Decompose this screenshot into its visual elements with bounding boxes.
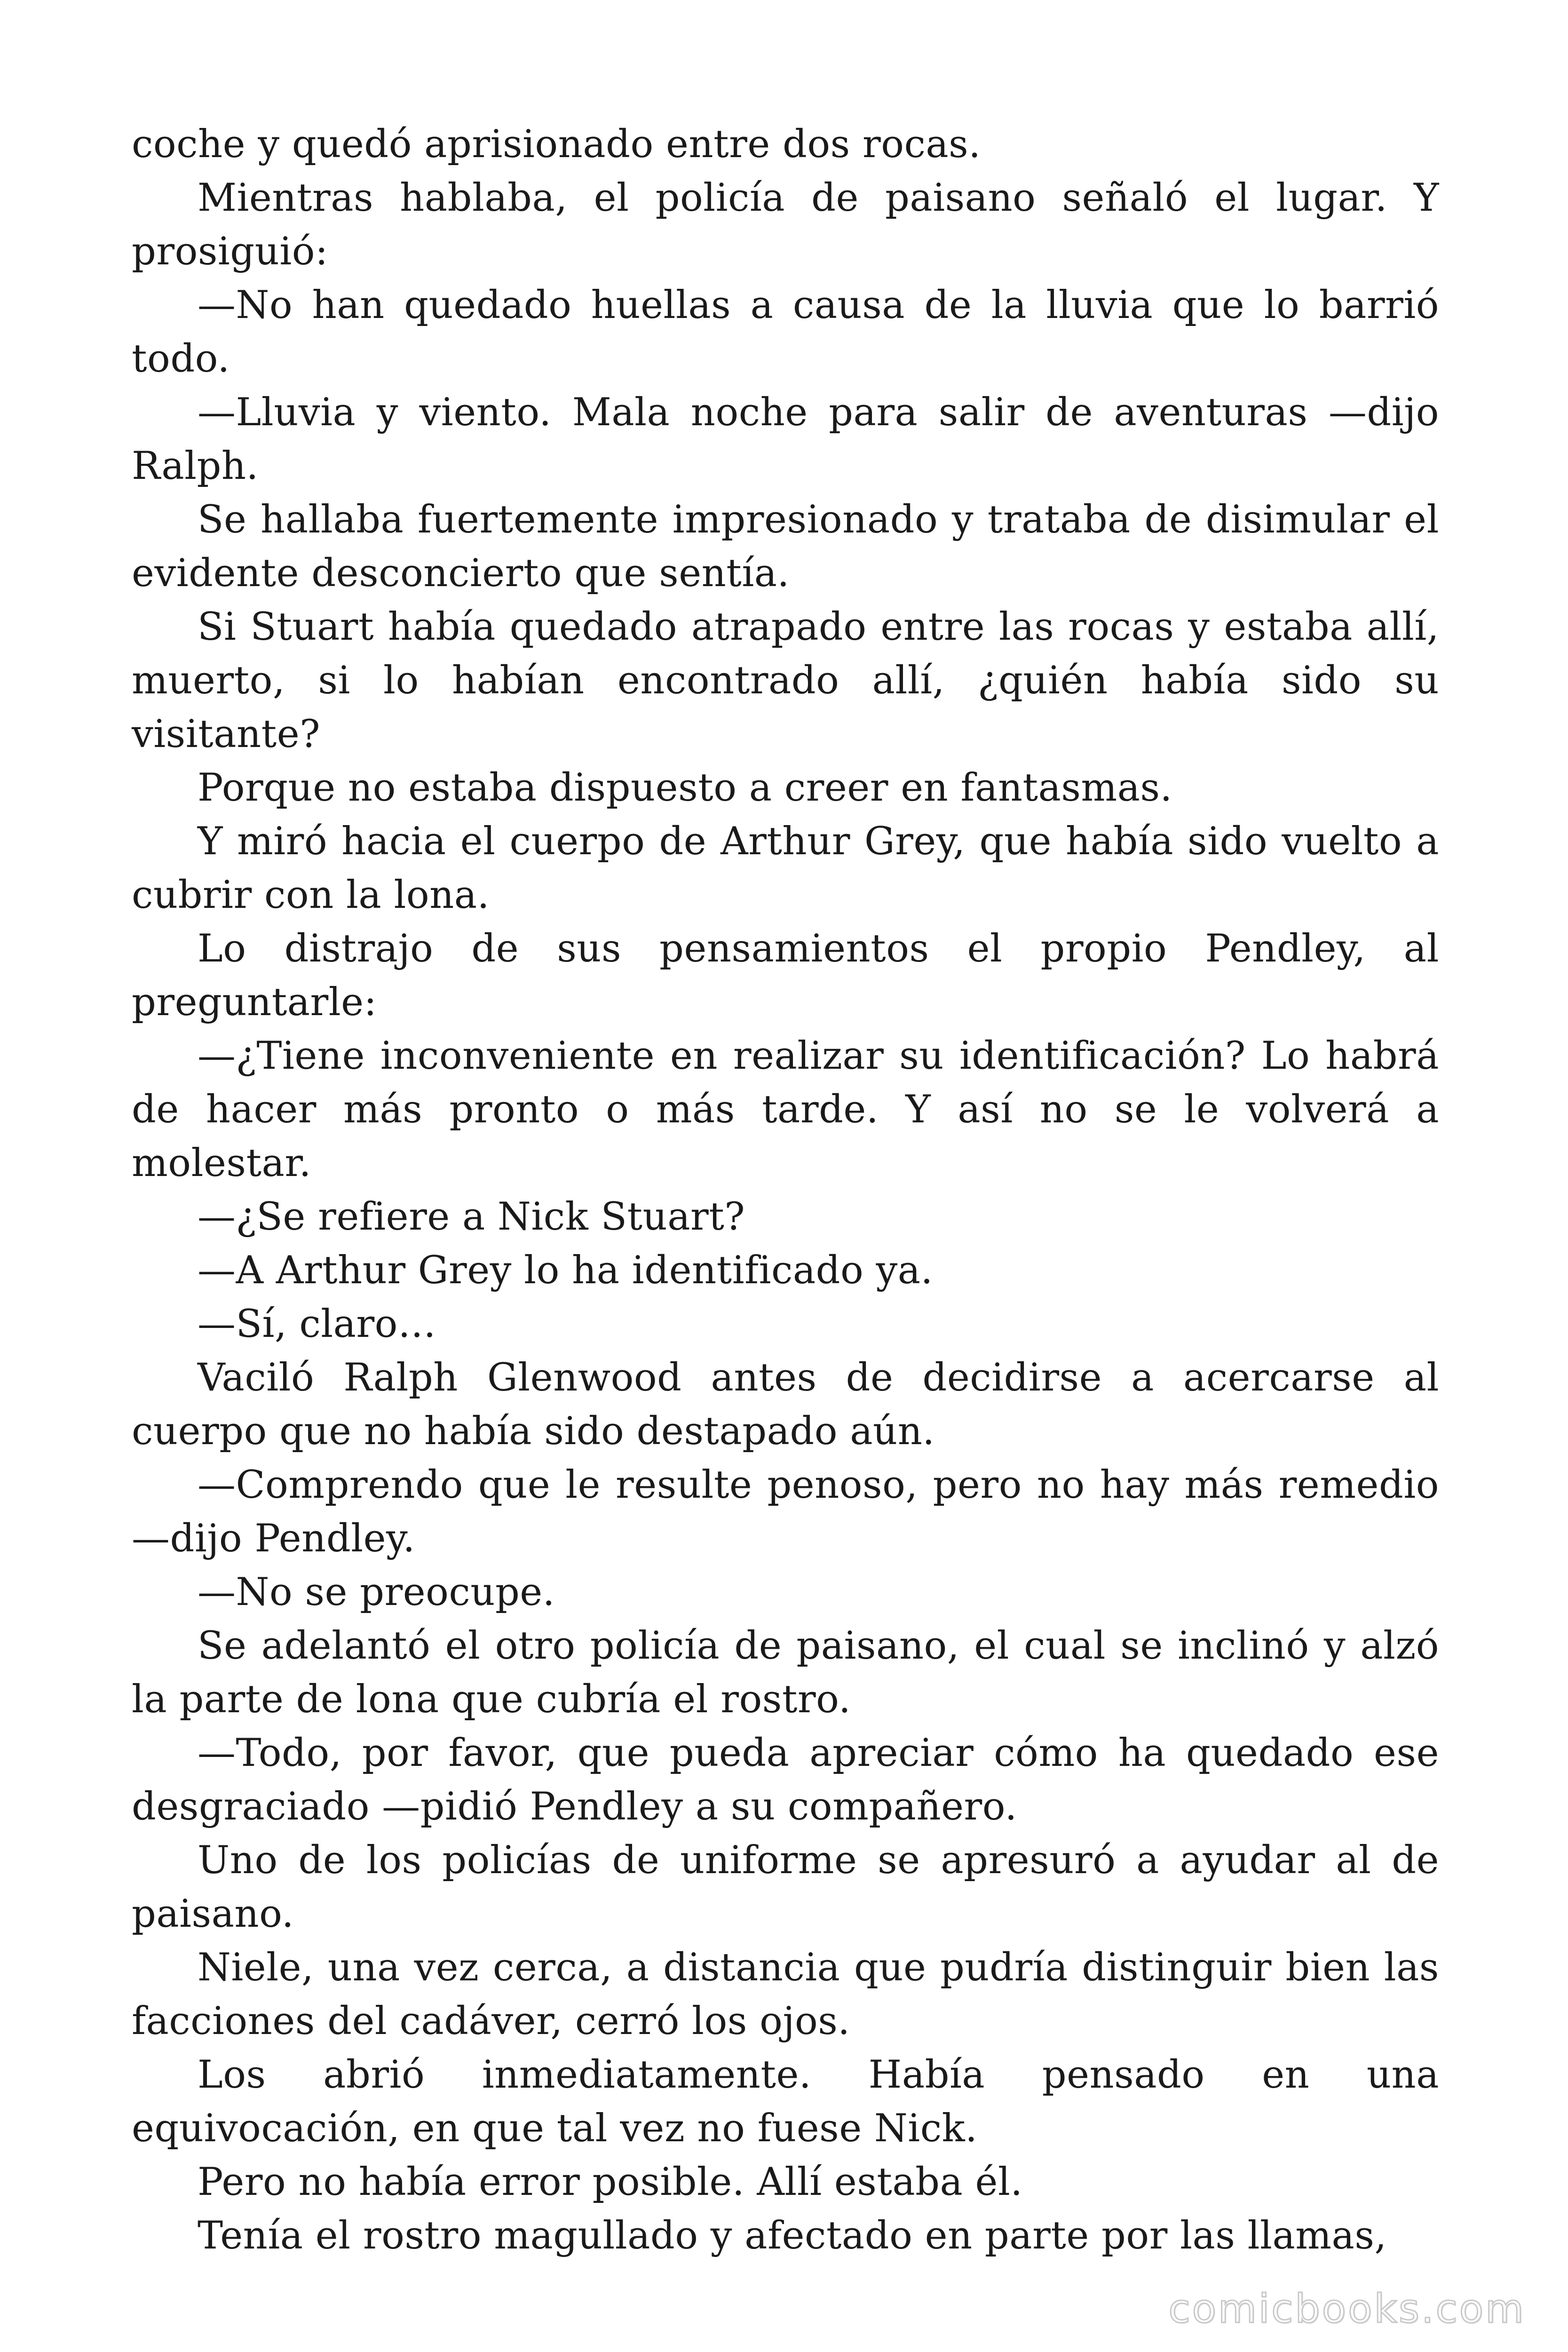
paragraph-dialogue: —¿Se refiere a Nick Stuart? — [198, 1195, 745, 1239]
paragraph-dialogue: —Sí, claro… — [198, 1302, 436, 1346]
paragraph: Se hallaba fuertemente impresionado y trataba de disimular el evidente desconcierto que sentía. — [132, 498, 1439, 596]
paragraph: Y miró hacia el cuerpo de Arthur Grey, que había sido vuelto a cubrir con la lona. — [132, 819, 1439, 917]
paragraph-continuation: coche y quedó aprisionado entre dos rocas. — [132, 122, 981, 167]
paragraph-dialogue: —Lluvia y viento. Mala noche para salir de aventuras —dijo Ralph. — [132, 390, 1439, 488]
paragraph: Se adelantó el otro policía de paisano, el cual se inclinó y alzó la parte de lona que cubría el rostro. — [132, 1624, 1439, 1722]
paragraph: Niele, una vez cerca, a distancia que pudría distinguir bien las facciones del cadáver, cerró los ojos. — [132, 1946, 1439, 2043]
paragraph: Mientras hablaba, el policía de paisano señaló el lugar. Y prosiguió: — [132, 176, 1439, 274]
paragraph: Porque no estaba dispuesto a creer en fantasmas. — [198, 766, 1172, 810]
paragraph: Si Stuart había quedado atrapado entre las rocas y estaba allí, muerto, si lo habían encontrado allí, ¿quién había sido su visitante? — [132, 605, 1439, 756]
paragraph: Vaciló Ralph Glenwood antes de decidirse a acercarse al cuerpo que no había sido destapado aún. — [132, 1356, 1439, 1454]
paragraph: Los abrió inmediatamente. Había pensado en una equivocación, en que tal vez no fuese Nick. — [132, 2053, 1439, 2151]
book-page-text — [132, 118, 1439, 2263]
paragraph-dialogue: —Todo, por favor, que pueda apreciar cómo ha quedado ese desgraciado —pidió Pendley a su compañero. — [132, 1731, 1439, 1829]
paragraph-dialogue: —No han quedado huellas a causa de la lluvia que lo barrió todo. — [132, 283, 1439, 381]
paragraph: Uno de los policías de uniforme se apresuró a ayudar al de paisano. — [132, 1838, 1439, 1936]
paragraph: Tenía el rostro magullado y afectado en parte por las llamas, — [198, 2214, 1387, 2258]
paragraph-dialogue: —¿Tiene inconveniente en realizar su identificación? Lo habrá de hacer más pronto o más tarde. Y así no se le volverá a molestar. — [132, 1034, 1439, 1185]
paragraph-dialogue: —Comprendo que le resulte penoso, pero no hay más remedio —dijo Pendley. — [132, 1463, 1439, 1561]
paragraph: Lo distrajo de sus pensamientos el propio Pendley, al preguntarle: — [132, 927, 1439, 1025]
paragraph: Pero no había error posible. Allí estaba él. — [198, 2160, 1023, 2204]
watermark: comicbooks.com — [1168, 2286, 1526, 2332]
paragraph-dialogue: —No se preocupe. — [198, 1570, 555, 1614]
paragraph-dialogue: —A Arthur Grey lo ha identificado ya. — [198, 1248, 933, 1293]
